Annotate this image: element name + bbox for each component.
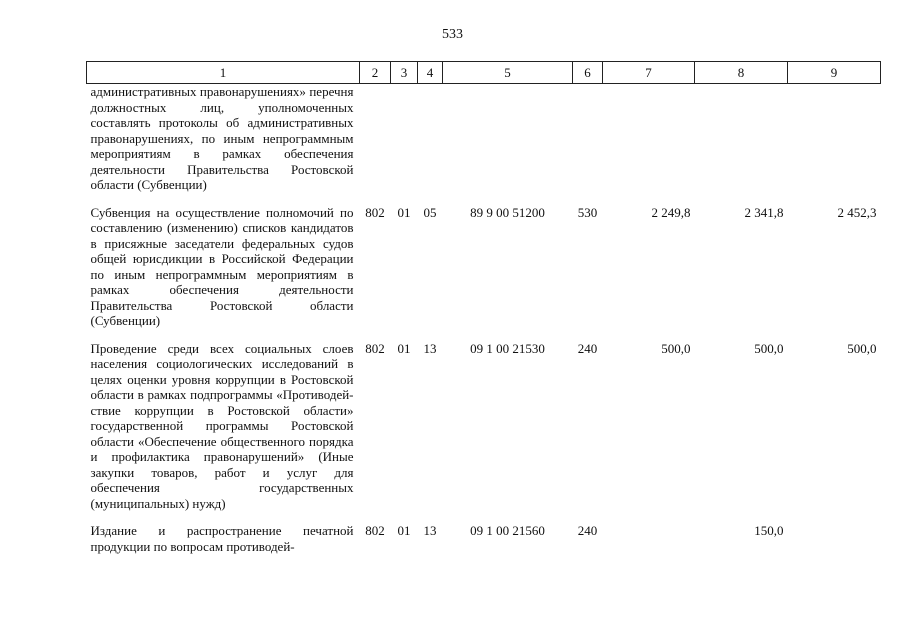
- cell-amount-col8: 2 341,8: [744, 204, 784, 220]
- column-header: 5: [443, 62, 573, 84]
- cell-amount-col9: 2 452,3: [837, 204, 877, 220]
- cell-expense-type: 240: [577, 523, 598, 538]
- row-description: Издание и распространение печатной продукции по вопросам противодей-: [90, 523, 354, 554]
- table-row: [87, 84, 881, 205]
- column-header: 1: [87, 62, 360, 84]
- page-number: 533: [442, 27, 463, 42]
- budget-table: [86, 61, 881, 554]
- cell-target-article: 09 1 00 21530: [470, 340, 545, 356]
- cell-subsection-code: 13: [423, 523, 437, 538]
- cell-ministry-code: 802: [365, 204, 385, 220]
- cell-amount-col7: 500,0: [661, 340, 691, 356]
- column-header: 4: [418, 62, 443, 84]
- table-row: [87, 205, 881, 341]
- cell-ministry-code: 802: [365, 523, 385, 538]
- cell-amount-col8: [695, 84, 788, 205]
- cell-amount-col8: 500,0: [754, 340, 784, 356]
- column-header: 3: [391, 62, 418, 84]
- cell-amount-col7: [603, 84, 695, 205]
- column-header: 2: [360, 62, 391, 84]
- table-row: [87, 341, 881, 524]
- cell-amount-col7: [603, 523, 695, 554]
- column-header: 6: [573, 62, 603, 84]
- row-description: административных правонарушениях» перечня должностных лиц, уполномоченных составлять протоколы об административных правонарушениях, по иным непрограммным мероприятиям в рамках обеспечения деятельности Правительства Ростовской области (Субвенции): [90, 84, 354, 192]
- cell-ministry-code: 802: [365, 340, 385, 356]
- cell-amount-col8: 150,0: [754, 523, 784, 538]
- cell-expense-type: [573, 84, 603, 205]
- row-description: Субвенция на осуществление полномочий по составлению (изменению) списков кандидатов в присяжные заседатели федеральных судов общей юрисдикции в Российской Федерации по иным непрограммным мероприятиям в рамках обеспечения деятельности Правительства Ростовской области (Субвенции): [90, 204, 354, 328]
- cell-amount-col9: [788, 84, 881, 205]
- cell-ministry-code: [360, 84, 391, 205]
- cell-section-code: [391, 84, 418, 205]
- cell-expense-type: 240: [577, 340, 598, 356]
- cell-subsection-code: [418, 84, 443, 205]
- row-description: Проведение среди всех социальных слоев населения социологических исследований в целях оценки уровня коррупции в Ростовской области в рамках подпрограммы «Противодей-ствие коррупции в Ростовской области» государственной программы Ростовской области «Обеспечение общественного порядка и профилактика правонарушений» (Иные закупки товаров, работ и услуг для обеспечения государственных (муниципальных) нужд): [90, 340, 354, 511]
- cell-expense-type: 530: [577, 204, 598, 220]
- cell-target-article: [443, 84, 573, 205]
- cell-amount-col7: 2 249,8: [651, 204, 691, 220]
- cell-target-article: 09 1 00 21560: [470, 523, 545, 538]
- cell-section-code: 01: [397, 523, 411, 538]
- table-row: [87, 523, 881, 554]
- column-header: 7: [603, 62, 695, 84]
- column-header: 8: [695, 62, 788, 84]
- cell-subsection-code: 13: [423, 340, 437, 356]
- column-header: 9: [788, 62, 881, 84]
- cell-target-article: 89 9 00 51200: [470, 204, 545, 220]
- cell-section-code: 01: [397, 340, 411, 356]
- cell-section-code: 01: [397, 204, 411, 220]
- header-row: [87, 62, 881, 84]
- cell-amount-col9: [788, 523, 881, 554]
- cell-amount-col9: 500,0: [847, 340, 877, 356]
- cell-subsection-code: 05: [423, 204, 437, 220]
